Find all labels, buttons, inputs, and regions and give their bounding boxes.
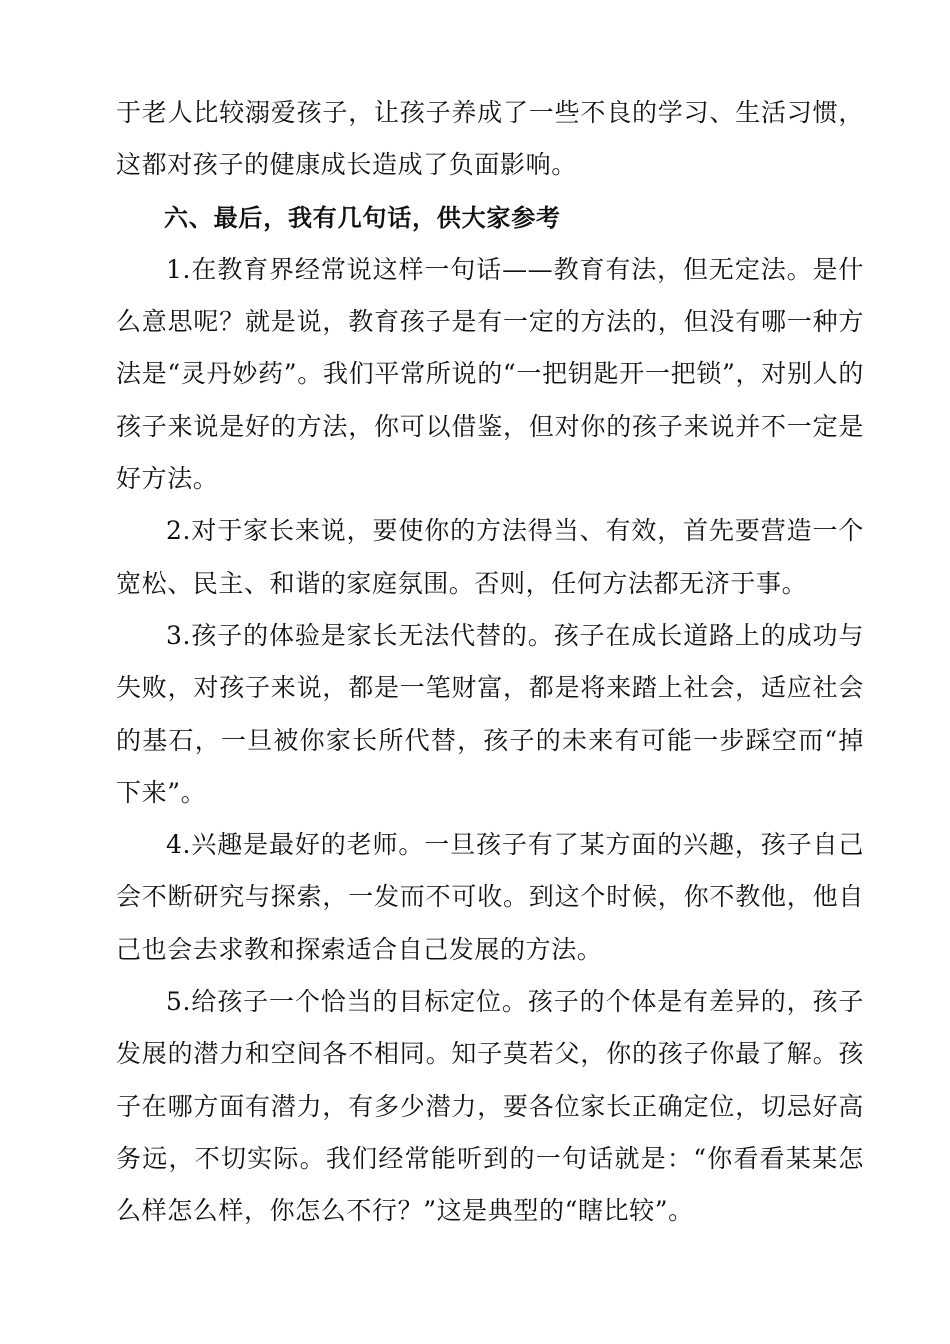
point-2-paragraph: 2.对于家长来说，要使你的方法得当、有效，首先要营造一个宽松、民主、和谐的家庭氛围。否则，任何方法都无济于事。	[116, 516, 864, 598]
point-4-paragraph: 4.兴趣是最好的老师。一旦孩子有了某方面的兴趣，孩子自己会不断研究与探索，一发而不可收。到这个时候，你不教他，他自己也会去求教和探索适合自己发展的方法。	[116, 830, 864, 964]
point-3-paragraph: 3.孩子的体验是家长无法代替的。孩子在成长道路上的成功与失败，对孩子来说，都是一笔财富，都是将来踏上社会，适应社会的基石，一旦被你家长所代替，孩子的未来有可能一步踩空而“掉下来”。	[116, 620, 864, 807]
point-1-paragraph: 1.在教育界经常说这样一句话——教育有法，但无定法。是什么意思呢？就是说，教育孩子是有一定的方法的，但没有哪一种方法是“灵丹妙药”。我们平常所说的“一把钥匙开一把锁”，对别人的孩子来说是好的方法，你可以借鉴，但对你的孩子来说并不一定是好方法。	[116, 254, 864, 494]
intro-paragraph: 于老人比较溺爱孩子，让孩子养成了一些不良的学习、生活习惯，这都对孩子的健康成长造成了负面影响。	[116, 98, 864, 180]
section-heading: 六、最后，我有几句话，供大家参考	[164, 203, 561, 232]
document-body	[116, 87, 864, 1238]
point-5-paragraph: 5.给孩子一个恰当的目标定位。孩子的个体是有差异的，孩子发展的潜力和空间各不相同。知子莫若父，你的孩子你最了解。孩子在哪方面有潜力，有多少潜力，要各位家长正确定位，切忌好高务远，不切实际。我们经常能听到的一句话就是：“你看看某某怎么样怎么样，你怎么不行？”这是典型的“瞎比较”。	[116, 987, 864, 1226]
